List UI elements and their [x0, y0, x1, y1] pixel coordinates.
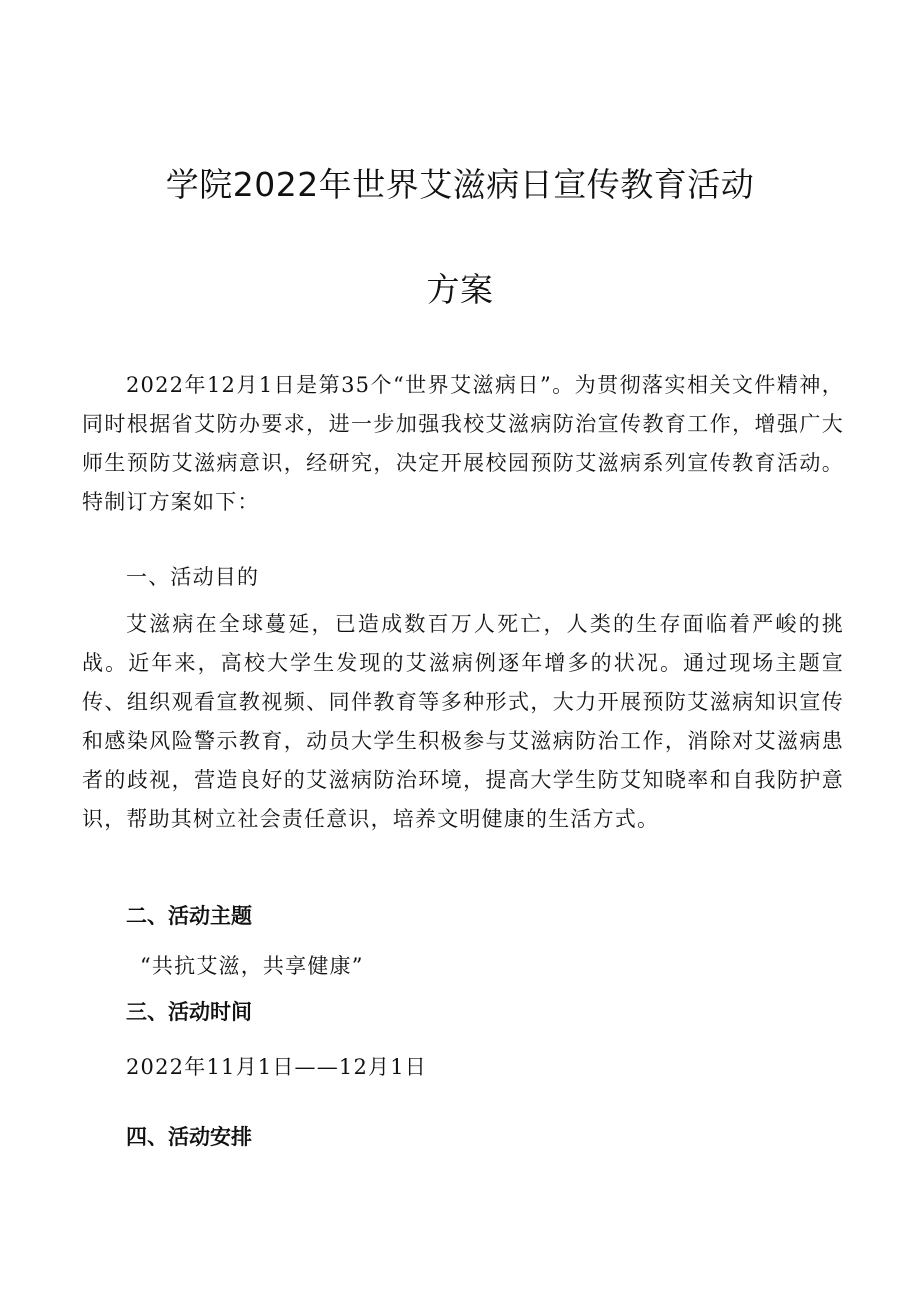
document-title-line2: 方案 [426, 270, 494, 309]
purpose-paragraph: 艾滋病在全球蔓延，已造成数百万人死亡，人类的生存面临着严峻的挑战。近年来，高校大学生发现的艾滋病例逐年增多的状况。通过现场主题宣传、组织观看宣教视频、同伴教育等多种形式，大力开展预防艾滋病知识宣传和感染风险警示教育，动员大学生积极参与艾滋病防治工作，消除对艾滋病患者的歧视，营造良好的艾滋病防治环境，提高大学生防艾知晓率和自我防护意识，帮助其树立社会责任意识，培养文明健康的生活方式。 [82, 612, 844, 831]
section-heading-arrangement: 四、活动安排 [126, 1125, 252, 1149]
time-text: 2022年11月1日——12月1日 [126, 1055, 428, 1079]
section-heading-purpose: 一、活动目的 [126, 565, 260, 589]
section-heading-time: 三、活动时间 [126, 1000, 252, 1024]
theme-text: “共抗艾滋，共享健康” [140, 954, 364, 978]
intro-paragraph: 2022年12月1日是第35个“世界艾滋病日”。为贯彻落实相关文件精神，同时根据省艾防办要求，进一步加强我校艾滋病防治宣传教育工作，增强广大师生预防艾滋病意识，经研究，决定开展校园预防艾滋病系列宣传教育活动。特制订方案如下： [82, 373, 844, 514]
section-heading-theme: 二、活动主题 [126, 904, 252, 928]
document-title-line1: 学院2022年世界艾滋病日宣传教育活动 [165, 165, 755, 204]
